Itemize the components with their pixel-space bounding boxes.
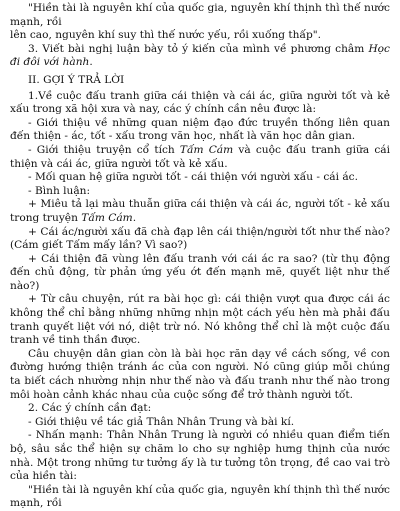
plus-item: + Cái ác/người xấu đã chà đạp lên cái thiện/người tốt như thế nào? (Cám giết Tấm mấy lần? Vì sao?) [10, 225, 390, 252]
bullet-item: - Giới thiệu về tác giả Thân Nhân Trung và bài kí. [28, 415, 295, 428]
tam-cam-italic: Tấm Cám [179, 143, 234, 156]
point-2-heading: 2. Các ý chính cần đạt: [28, 402, 152, 415]
bullet-item: - Nhấn mạnh: Thân Nhân Trung là người có nhiều quan điểm tiến bộ, sâu sắc thể hiện sự chăm lo cho sự nghiệp hưng thịnh của nước nhà. Một trong những tư tưởng ấy là tư tưởng tôn trọng, đề cao vai trò của hiền tài: [10, 429, 390, 483]
bullet-item: - Mối quan hệ giữa người tốt - cái thiện với người xấu - cái ác. [28, 171, 358, 184]
bullet-item: - Giới thiệu về những quan niệm đạo đức truyền thống liên quan đến thiện - ác, tốt - xấu trong văn học, nhất là văn học dân gian. [10, 116, 390, 143]
item-3-prefix: 3. Viết bài nghị luận bày tỏ ý kiến của mình về phương châm [28, 42, 365, 55]
bullet-item: - Bình luận: [28, 184, 91, 197]
plus-item: + Cái thiện đã vùng lên đấu tranh với cái ác ra sao? (từ thụ động đến chủ động, từ phản ứng yếu ớt đến mạnh mẽ, quyết liệt như thế nào?) [10, 252, 390, 292]
plus-item: + Từ câu chuyện, rút ra bài học gì: cái thiện vượt qua được cái ác không thể chỉ bằng những những nhịn một cách yếu hèn mà phải đấu tranh quyết liệt với nó, diệt trừ nó. Nó không thể chỉ là một cuộc đấu tranh về tinh thần được. [10, 293, 390, 347]
plus-mieu-ta [10, 198, 390, 225]
bullet-item: "Hiền tài là nguyên khí của quốc gia, nguyên khí thịnh thì thế nước mạnh, rồi [10, 483, 390, 510]
item-3-paragraph [10, 43, 390, 70]
item-3-suffix: . [89, 56, 93, 69]
plus-mieu-ta-suffix: . [132, 211, 137, 224]
section-title: II. GỢI Ý TRẢ LỜI [28, 73, 125, 86]
tam-cam-prefix: - Giới thiệu truyện cổ tích [28, 143, 175, 156]
point-1-intro: 1.Về cuộc đấu tranh giữa cái thiện và cái ác, giữa người tốt và kẻ xấu trong xã hội xưa và nay, các ý chính cần nêu được là: [10, 89, 390, 116]
plus-mieu-ta-italic: Tấm Cám [81, 211, 133, 224]
tam-cam-bullet [10, 144, 390, 171]
item-3-italic: Học đi đôi với hành [10, 42, 390, 69]
tam-cam-suffix: và cuộc đấu tranh giữa cái thiện và cái ác, giữa người tốt và kẻ xấu. [10, 143, 390, 170]
plus-mieu-ta-prefix: + Miêu tả lại màu thuẫn giữa cái thiện và cái ác, người tốt - kẻ xấu trong truyện [10, 198, 390, 224]
top-quote-line-2: lên cao, nguyên khí suy thì thế nước yếu, rồi xuống thấp". [10, 29, 322, 42]
conclusion-paragraph: Câu chuyện dân gian còn là bài học răn dạy về cách sống, về con đường hướng thiện tránh ác của con người. Nó cũng giúp mỗi chúng ta biết cách nhường nhịn như thế nào và đấu tranh như thế nào trong môi hoàn cảnh khác nhau của cuộc sống để trở thành người tốt. [10, 347, 390, 401]
top-quote-line-1: "Hiền tài là nguyên khí của quốc gia, nguyên khí thịnh thì thế nước mạnh, rồi [10, 2, 390, 28]
